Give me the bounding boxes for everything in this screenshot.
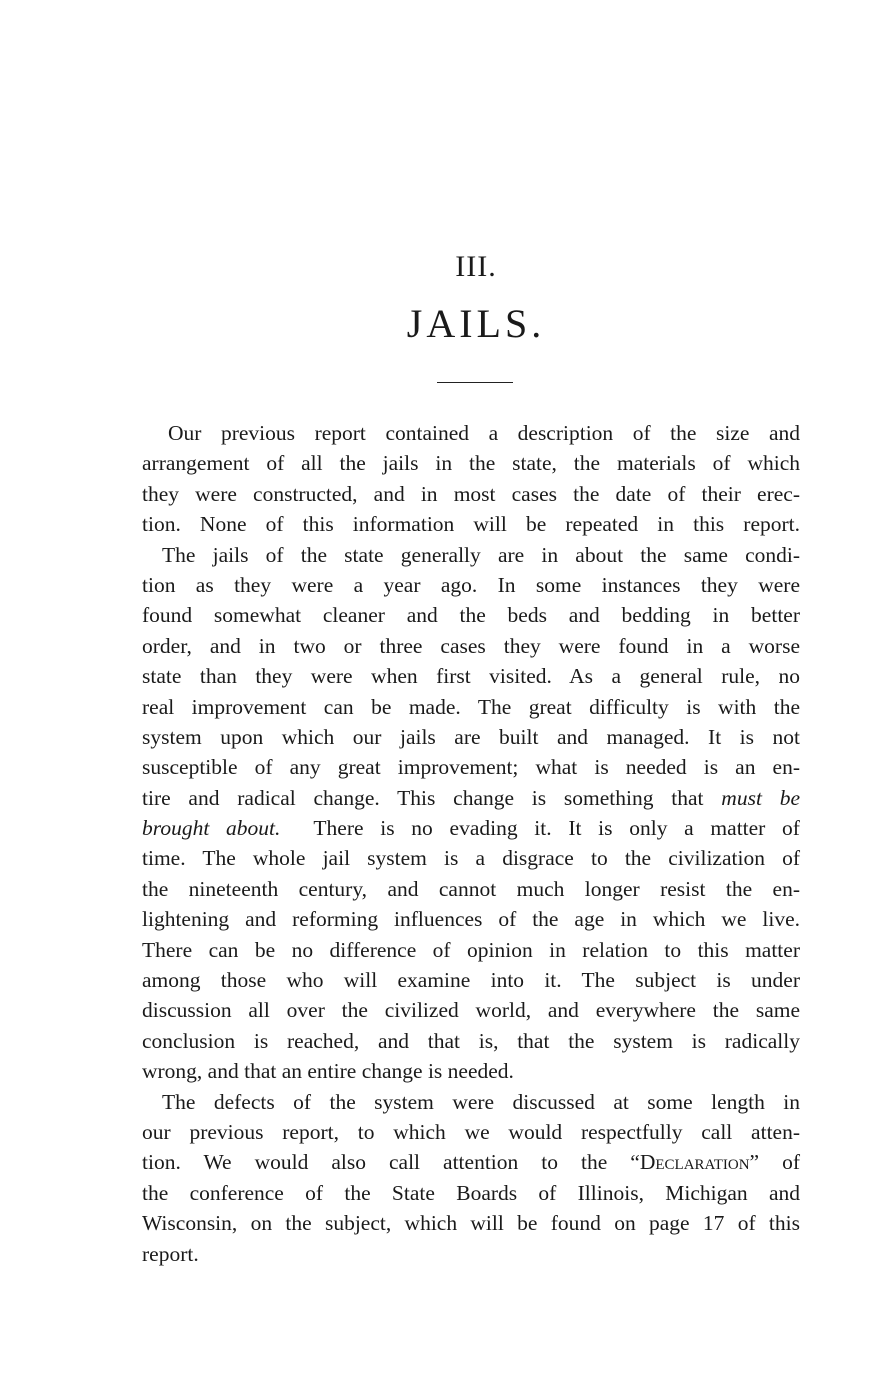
text-line: report. — [142, 1241, 199, 1266]
text-segment: There is no evading it. It is only a matter of — [313, 816, 800, 841]
text-line: they were constructed, and in most cases the date of their erec- — [142, 481, 800, 506]
text-line: wrong, and that an entire change is needed. — [142, 1059, 514, 1084]
paragraph-1 — [142, 418, 800, 540]
italic-phrase: brought about. — [142, 816, 281, 841]
text-line: arrangement of all the jails in the state, the materials of which — [142, 451, 800, 476]
chapter-number: III. — [455, 250, 497, 283]
text-line: discussion all over the civilized world, and everywhere the same — [142, 998, 800, 1023]
title-divider — [437, 382, 513, 383]
small-caps-term: Declaration — [639, 1150, 750, 1175]
text-segment: tion. We would also call attention to the “ — [142, 1150, 640, 1175]
text-line: Wisconsin, on the subject, which will be found on page 17 of this — [142, 1211, 800, 1236]
text-line — [142, 813, 800, 843]
body-text — [142, 418, 800, 1269]
text-line: time. The whole jail system is a disgrace to the civilization of — [142, 846, 800, 871]
text-line: order, and in two or three cases they were found in a worse — [142, 633, 800, 658]
text-line: lightening and reforming influences of the age in which we live. — [142, 907, 800, 932]
text-line — [142, 783, 800, 813]
chapter-title: JAILS. — [406, 301, 546, 346]
text-line: Our previous report contained a description of the size and — [168, 421, 800, 445]
text-line: our previous report, to which we would respectfully call atten- — [142, 1119, 800, 1144]
paragraph-3 — [142, 1087, 800, 1269]
text-line: tion. None of this information will be repeated in this report. — [142, 512, 800, 537]
paragraph-2 — [142, 540, 800, 1087]
text-line: system upon which our jails are built and managed. It is not — [142, 724, 800, 749]
text-line: real improvement can be made. The great difficulty is with the — [142, 694, 800, 719]
text-line — [142, 1147, 800, 1177]
text-segment: ” of — [749, 1150, 800, 1175]
text-line: conclusion is reached, and that is, that the system is radically — [142, 1028, 800, 1053]
italic-phrase: must be — [721, 785, 800, 810]
text-line: susceptible of any great improvement; what is needed is an en- — [142, 755, 800, 780]
text-line: state than they were when first visited. As a general rule, no — [142, 664, 800, 689]
text-line: tion as they were a year ago. In some instances they were — [142, 572, 800, 597]
text-segment: tire and radical change. This change is something that — [142, 785, 704, 810]
text-line: the conference of the State Boards of Illinois, Michigan and — [142, 1180, 800, 1205]
text-line: The jails of the state generally are in about the same condi- — [162, 542, 800, 567]
text-line: found somewhat cleaner and the beds and bedding in better — [142, 603, 800, 628]
text-line: the nineteenth century, and cannot much longer resist the en- — [142, 876, 800, 901]
text-line: The defects of the system were discussed at some length in — [162, 1089, 800, 1114]
text-line: There can be no difference of opinion in relation to this matter — [142, 937, 800, 962]
text-line: among those who will examine into it. The subject is under — [142, 968, 800, 993]
